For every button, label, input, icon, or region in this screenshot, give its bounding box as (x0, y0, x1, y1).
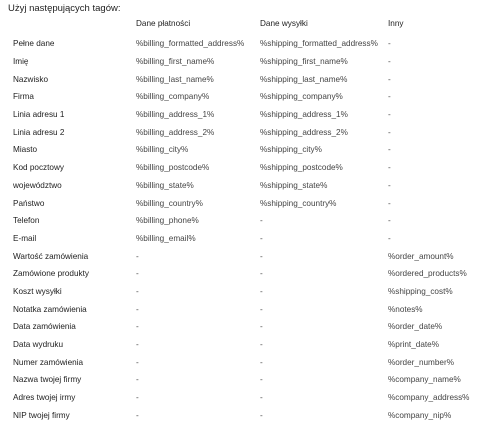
billing-tag: - (136, 375, 139, 385)
other-tag: %shipping_cost% (388, 286, 453, 296)
field-label: Kod pocztowy (13, 163, 64, 173)
other-tag: %company_name% (388, 375, 461, 385)
billing-tag: %billing_city% (136, 145, 189, 155)
other-tag: - (388, 216, 391, 226)
field-label: Nazwa twojej firmy (13, 375, 82, 385)
table-row (6, 283, 476, 301)
field-label: Pełne dane (13, 39, 55, 49)
tags-table-body (6, 35, 476, 424)
shipping-tag: %shipping_first_name% (260, 57, 348, 67)
field-label: Miasto (13, 145, 38, 155)
field-label: Koszt wysyłki (13, 286, 62, 296)
field-label: Linia adresu 1 (13, 110, 65, 120)
shipping-tag: - (260, 286, 263, 296)
table-row (6, 106, 476, 124)
billing-tag: - (136, 286, 139, 296)
table-row (6, 389, 476, 407)
field-label: NIP twojej firmy (13, 410, 70, 420)
billing-tag: %billing_address_1% (136, 110, 215, 120)
other-tag: - (388, 39, 391, 49)
column-header-shipping: Dane wysyłki (260, 18, 308, 28)
header-row (6, 15, 476, 35)
billing-tag: %billing_company% (136, 92, 210, 102)
billing-tag: %billing_formatted_address% (136, 39, 245, 49)
table-row (6, 371, 476, 389)
other-tag: - (388, 145, 391, 155)
field-label: Linia adresu 2 (13, 127, 65, 137)
other-tag: %company_nip% (388, 410, 452, 420)
shipping-tag: %shipping_last_name% (260, 74, 348, 84)
shipping-tag: %shipping_address_1% (260, 110, 348, 120)
other-tag: - (388, 74, 391, 84)
shipping-tag: - (260, 375, 263, 385)
shipping-tag: - (260, 357, 263, 367)
field-label: Imię (13, 57, 29, 67)
other-tag: - (388, 198, 391, 208)
shipping-tag: %shipping_country% (260, 198, 337, 208)
shipping-tag: - (260, 322, 263, 332)
billing-tag: %billing_state% (136, 180, 194, 190)
shipping-tag: - (260, 393, 263, 403)
billing-tag: - (136, 269, 139, 279)
table-row (6, 53, 476, 71)
table-row (6, 212, 476, 230)
billing-tag: %billing_email% (136, 233, 196, 243)
other-tag: - (388, 57, 391, 67)
field-label: Data zamówienia (13, 322, 76, 332)
shipping-tag: %shipping_postcode% (260, 163, 343, 173)
other-tag: %company_address% (388, 393, 470, 403)
table-row (6, 70, 476, 88)
shipping-tag: - (260, 410, 263, 420)
field-label: Wartość zamówienia (13, 251, 89, 261)
shipping-tag: - (260, 340, 263, 350)
shipping-tag: %shipping_address_2% (260, 127, 348, 137)
billing-tag: - (136, 251, 139, 261)
table-row (6, 194, 476, 212)
billing-tag: - (136, 322, 139, 332)
column-header-field (6, 15, 129, 35)
shipping-tag: %shipping_formatted_address% (260, 39, 378, 49)
billing-tag: - (136, 340, 139, 350)
field-label: Firma (13, 92, 34, 102)
table-row (6, 88, 476, 106)
field-label: Zamówione produkty (13, 269, 89, 279)
table-row (6, 230, 476, 248)
field-label: Data wydruku (13, 340, 64, 350)
column-header-other: Inny (388, 18, 404, 28)
billing-tag: %billing_phone% (136, 216, 199, 226)
other-tag: %order_number% (388, 357, 454, 367)
field-label: Nazwisko (13, 74, 49, 84)
billing-tag: %billing_address_2% (136, 127, 215, 137)
other-tag: %order_amount% (388, 251, 454, 261)
table-row (6, 141, 476, 159)
other-tag: %notes% (388, 304, 423, 314)
shipping-tag: - (260, 233, 263, 243)
billing-tag: - (136, 304, 139, 314)
other-tag: %print_date% (388, 340, 439, 350)
table-row (6, 265, 476, 283)
tags-table (6, 15, 476, 424)
billing-tag: - (136, 393, 139, 403)
other-tag: - (388, 180, 391, 190)
billing-tag: %billing_last_name% (136, 74, 214, 84)
table-row (6, 300, 476, 318)
table-row (6, 247, 476, 265)
field-label: Numer zamówienia (13, 357, 84, 367)
table-row (6, 177, 476, 195)
shipping-tag: %shipping_company% (260, 92, 343, 102)
other-tag: - (388, 110, 391, 120)
other-tag: - (388, 127, 391, 137)
table-row (6, 353, 476, 371)
field-label: województwo (13, 180, 62, 190)
intro-text: Użyj następujących tagów: (8, 3, 121, 14)
table-row (6, 318, 476, 336)
column-header-billing: Dane płatności (136, 18, 191, 28)
field-label: Notatka zamówienia (13, 304, 87, 314)
other-tag: - (388, 92, 391, 102)
field-label: Telefon (13, 216, 40, 226)
shipping-tag: - (260, 304, 263, 314)
table-row (6, 406, 476, 424)
shipping-tag: %shipping_state% (260, 180, 328, 190)
shipping-tag: %shipping_city% (260, 145, 322, 155)
other-tag: - (388, 233, 391, 243)
billing-tag: - (136, 357, 139, 367)
field-label: E-mail (13, 233, 37, 243)
table-row (6, 159, 476, 177)
field-label: Adres twojej irmy (13, 393, 76, 403)
billing-tag: %billing_postcode% (136, 163, 210, 173)
shipping-tag: - (260, 269, 263, 279)
table-row (6, 123, 476, 141)
other-tag: %order_date% (388, 322, 443, 332)
other-tag: - (388, 163, 391, 173)
billing-tag: %billing_first_name% (136, 57, 215, 67)
table-row (6, 336, 476, 354)
other-tag: %ordered_products% (388, 269, 467, 279)
shipping-tag: - (260, 216, 263, 226)
table-row (6, 35, 476, 53)
billing-tag: %billing_country% (136, 198, 203, 208)
billing-tag: - (136, 410, 139, 420)
field-label: Państwo (13, 198, 45, 208)
shipping-tag: - (260, 251, 263, 261)
